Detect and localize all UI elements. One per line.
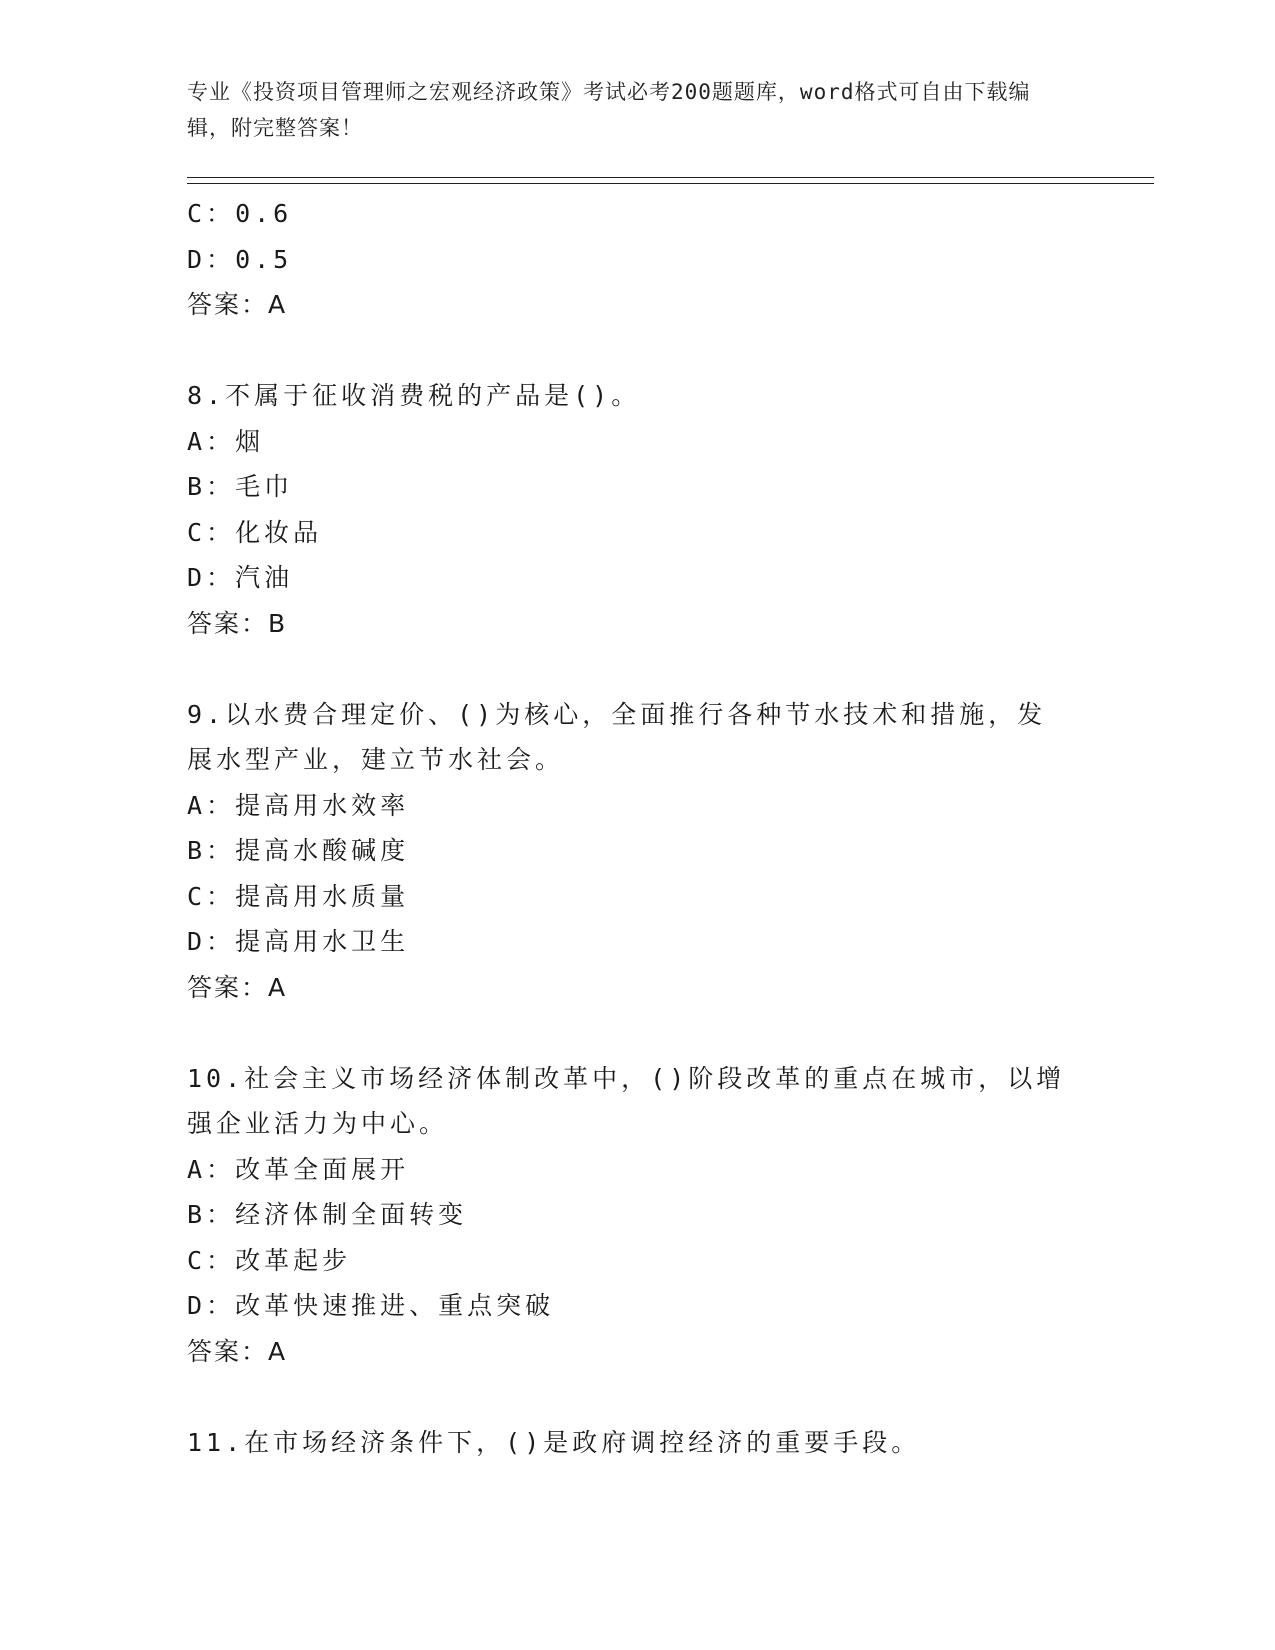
header-double-rule [187,177,1154,184]
option-b [187,464,1087,510]
question-text: 9.以水费合理定价、()为核心，全面推行各种节水技术和措施，发展水型产业，建立节水社会。 [187,699,1047,774]
option-text: 0.5 [235,244,293,274]
question-block-8 [187,373,1087,646]
option-text: 提高用水效率 [235,790,410,820]
option-letter: A： [187,426,236,456]
option-d [187,555,1087,601]
option-c [187,1238,1087,1284]
question-block-7-tail [187,191,1087,328]
option-letter: D： [187,244,236,274]
question-list [187,191,1087,1465]
option-letter: C： [187,1245,236,1275]
option-a [187,419,1087,465]
option-a [187,783,1087,829]
option-d [187,1283,1087,1329]
question-block-9 [187,692,1087,1011]
option-c [187,874,1087,920]
header-text: 专业《投资项目管理师之宏观经济政策》考试必考200题题库，word格式可自由下载编辑，附完整答案！ [187,80,1031,140]
option-letter: C： [187,517,236,547]
option-b [187,1192,1087,1238]
answer-line: 答案：A [187,1336,288,1366]
answer-line: 答案：A [187,972,288,1002]
option-text: 经济体制全面转变 [235,1200,468,1229]
option-text: 提高用水卫生 [235,927,410,956]
option-text: 提高水酸碱度 [235,836,410,865]
question-text: 11.在市场经济条件下，()是政府调控经济的重要手段。 [187,1427,921,1457]
option-letter: B： [187,836,236,865]
document-header [187,74,1067,146]
spacer [187,646,1087,692]
option-c [187,191,1087,237]
option-letter: D： [187,927,236,956]
option-letter: D： [187,1291,236,1320]
option-d [187,237,1087,283]
option-d [187,919,1087,965]
option-b [187,828,1087,874]
option-letter: A： [187,1154,236,1184]
spacer [187,1374,1087,1420]
option-letter: A： [187,790,236,820]
option-letter: C： [187,199,236,228]
answer-line: 答案：A [187,290,288,319]
question-text: 8.不属于征收消费税的产品是()。 [187,381,641,410]
answer-line: 答案：B [187,608,288,638]
option-text: 改革快速推进、重点突破 [235,1291,555,1320]
question-block-10 [187,1056,1087,1375]
option-text: 改革起步 [235,1245,352,1275]
option-text: 改革全面展开 [235,1154,410,1184]
option-text: 汽油 [235,563,294,592]
spacer [187,1010,1087,1056]
option-text: 提高用水质量 [235,881,410,911]
option-c [187,510,1087,556]
option-letter: D： [187,563,236,592]
option-text: 烟 [235,426,265,456]
option-text: 毛巾 [235,472,294,501]
option-text: 化妆品 [235,517,323,547]
spacer [187,328,1087,374]
option-letter: B： [187,472,236,501]
question-text: 10.社会主义市场经济体制改革中，()阶段改革的重点在城市，以增强企业活力为中心。 [187,1063,1066,1138]
option-a [187,1147,1087,1193]
question-block-11 [187,1420,1087,1466]
option-letter: B： [187,1200,236,1229]
option-text: 0.6 [235,199,293,228]
option-letter: C： [187,881,236,911]
